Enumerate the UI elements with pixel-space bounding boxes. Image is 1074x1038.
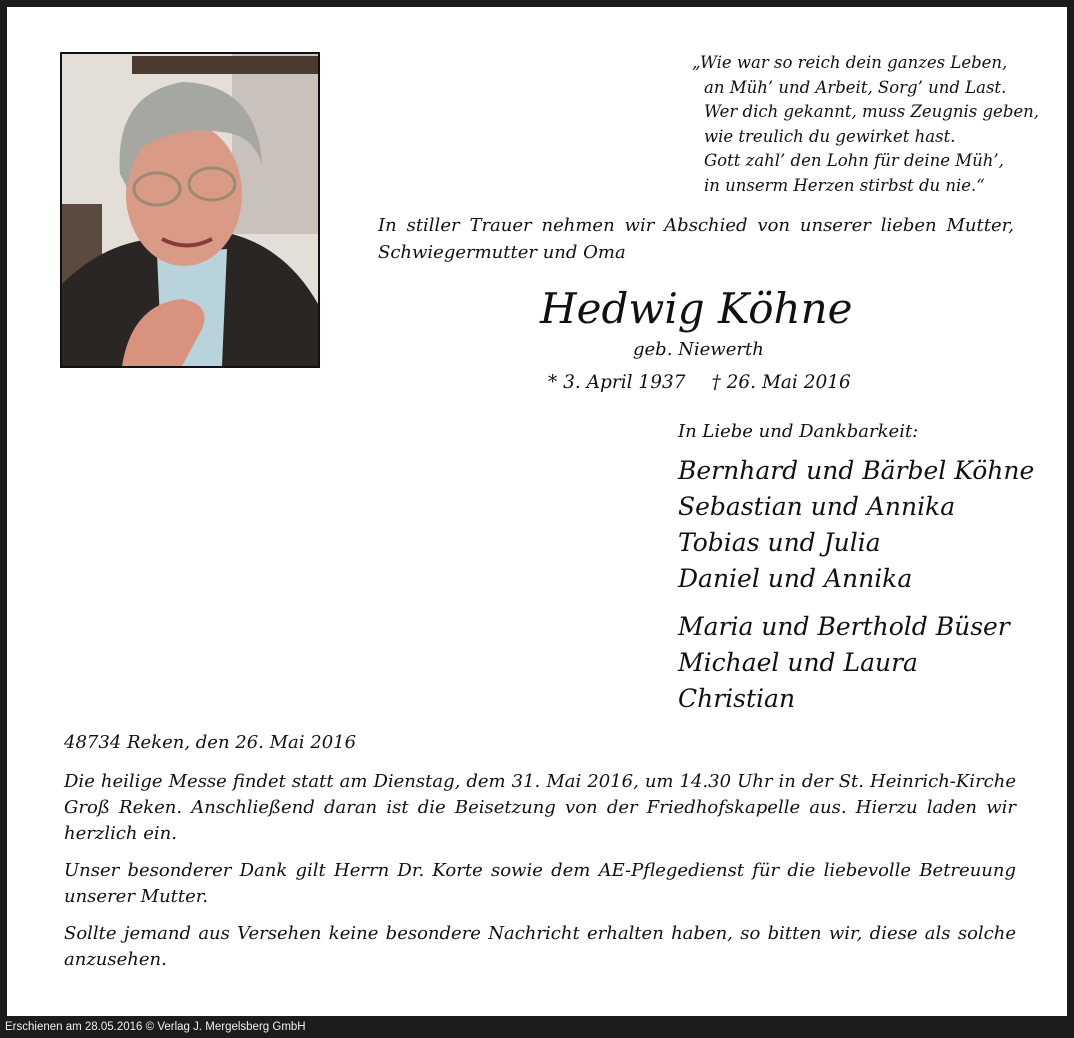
publication-footer: Erschienen am 28.05.2016 © Verlag J. Mergelsberg GmbH (5, 1021, 306, 1033)
deceased-name: Hedwig Köhne (540, 284, 853, 333)
intro-text (378, 212, 1014, 266)
mourner-name: Michael und Laura (678, 648, 918, 677)
mourners-group-2 (678, 609, 1034, 717)
mourner-name: Maria und Berthold Büser (678, 612, 1010, 641)
portrait-photo (60, 52, 320, 368)
poem-line: Wer dich gekannt, muss Zeugnis geben, (704, 102, 1040, 121)
mourners-list (678, 453, 1034, 717)
poem-line: in unserm Herzen stirbst du nie.“ (704, 175, 985, 195)
intro-line-2: Schwiegermutter und Oma (378, 242, 626, 263)
notice-details (64, 730, 1016, 984)
poem-line: „Wie war so reich dein ganzes Leben, (692, 53, 1008, 72)
mass-info: Die heilige Messe findet statt am Dienstag, dem 31. Mai 2016, um 14.30 Uhr in der St. Heinrich-Kirche Groß Reken. Anschließend daran ist die Beisetzung von der Friedhofskapelle aus. Hierzu laden wir herzlich ein. (64, 771, 1016, 844)
mourners-heading: In Liebe und Dankbarkeit: (678, 421, 919, 442)
portrait-illustration (62, 54, 318, 366)
mourners-group-1 (678, 453, 1034, 597)
birth-name: geb. Niewerth (633, 339, 764, 360)
mourner-name: Sebastian und Annika (678, 492, 956, 521)
mourner-name: Tobias und Julia (678, 528, 881, 557)
obituary-notice (7, 7, 1067, 1016)
death-date: † 26. Mai 2016 (711, 372, 851, 393)
poem-line: wie treulich du gewirket hast. (704, 126, 956, 146)
life-dates (548, 369, 851, 397)
intro-line-1: In stiller Trauer nehmen wir Abschied von unserer lieben Mutter, (378, 215, 1014, 236)
place-date: 48734 Reken, den 26. Mai 2016 (64, 732, 357, 753)
mourner-name: Bernhard und Bärbel Köhne (678, 456, 1035, 485)
mourner-name: Daniel und Annika (678, 564, 913, 593)
poem-line: Gott zahl’ den Lohn für deine Müh’, (704, 151, 1004, 170)
notification-note: Sollte jemand aus Versehen keine besondere Nachricht erhalten haben, so bitten wir, diese als solche anzusehen. (64, 923, 1016, 970)
memorial-poem (692, 51, 1062, 198)
thanks-note: Unser besonderer Dank gilt Herrn Dr. Korte sowie dem AE-Pflegedienst für die liebevolle Betreuung unserer Mutter. (64, 860, 1016, 907)
birth-date: * 3. April 1937 (548, 372, 686, 393)
mourner-name: Christian (678, 684, 796, 713)
poem-line: an Müh’ und Arbeit, Sorg’ und Last. (704, 77, 1007, 97)
